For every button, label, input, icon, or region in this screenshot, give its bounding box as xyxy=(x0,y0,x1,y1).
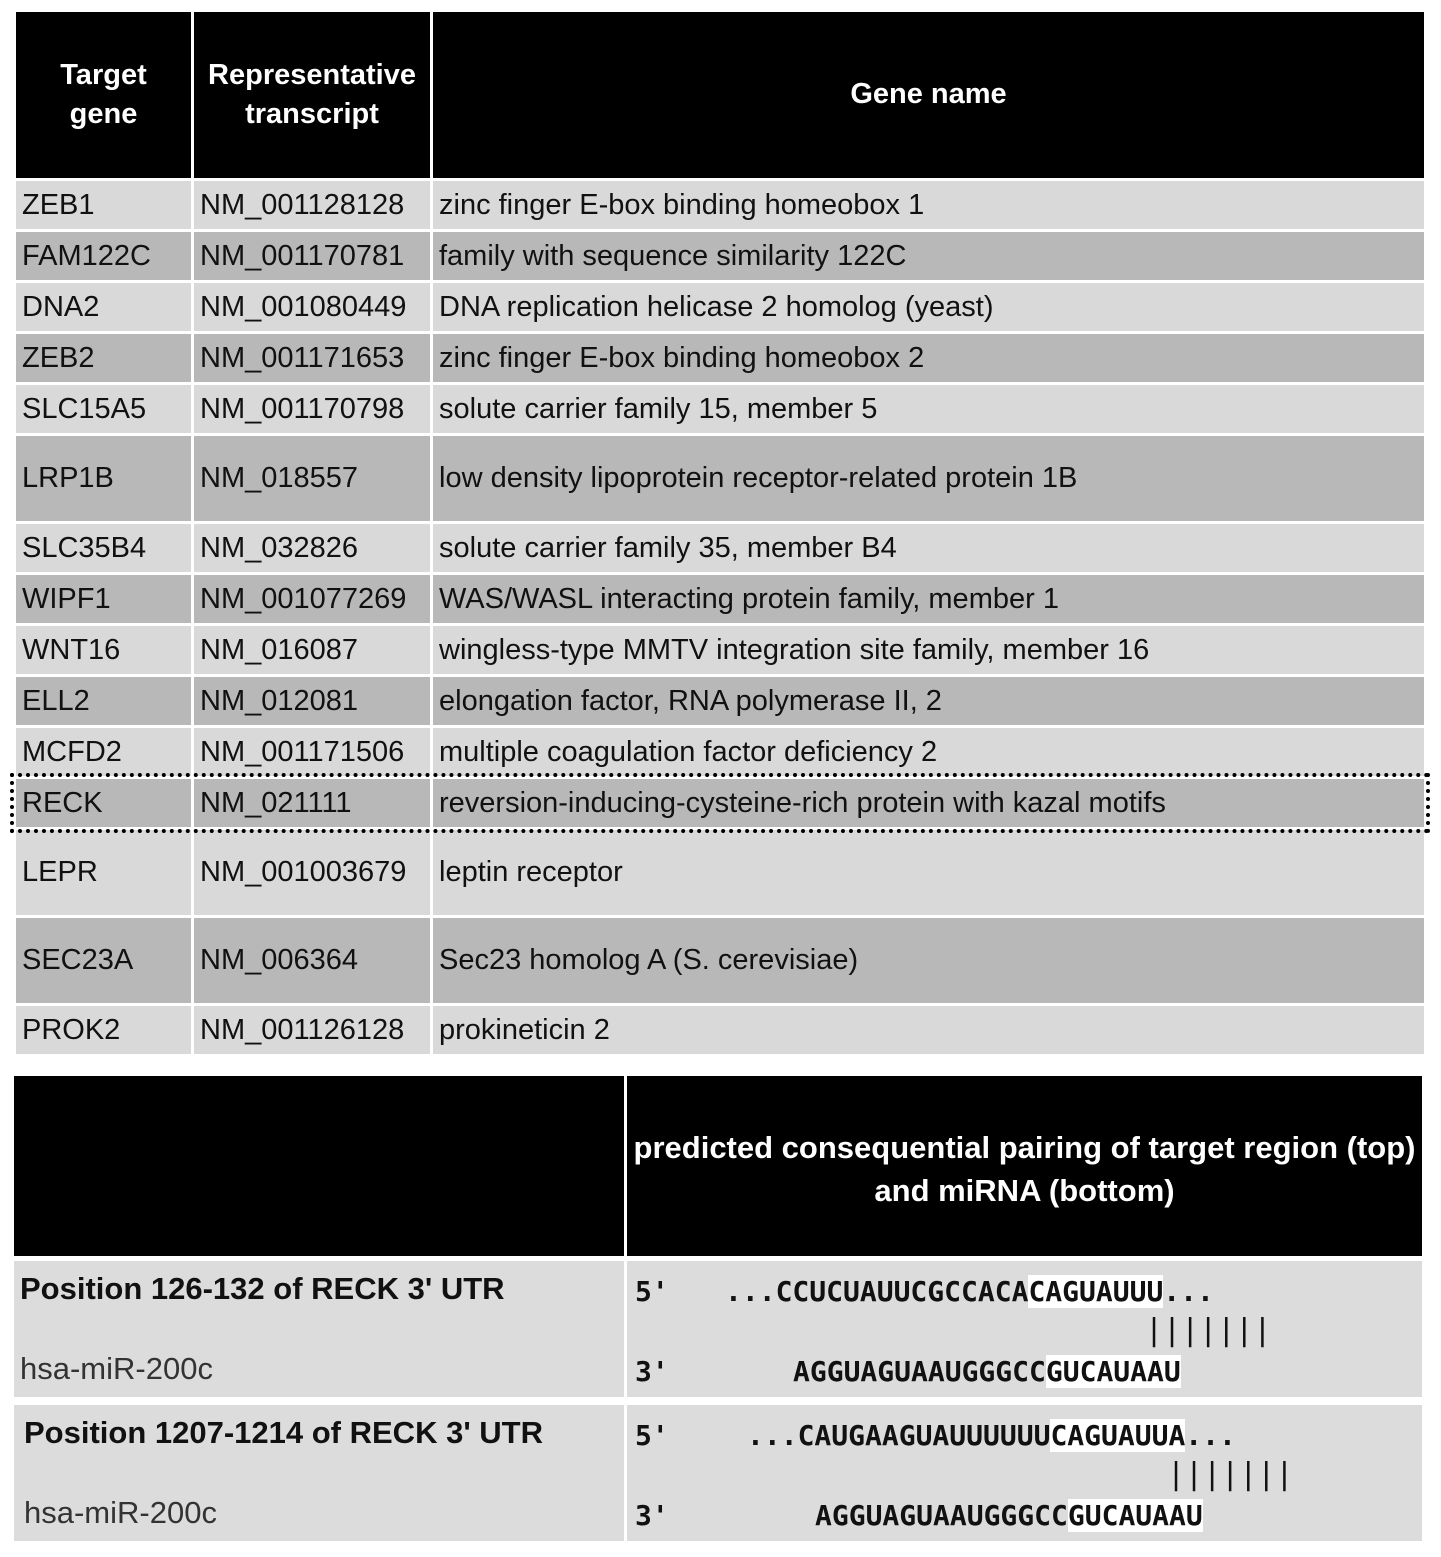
table-body xyxy=(16,181,1424,1054)
cell-target-gene: WIPF1 xyxy=(16,575,191,623)
cell-target-gene: FAM122C xyxy=(16,232,191,280)
header-transcript: Representative transcript xyxy=(194,12,430,178)
pairing-label-cell xyxy=(14,1405,624,1541)
cell-gene-name: elongation factor, RNA polymerase II, 2 xyxy=(433,677,1424,725)
cell-target-gene: LEPR xyxy=(16,830,191,915)
pairing-header-row xyxy=(14,1076,1422,1256)
table-row xyxy=(16,283,1424,331)
table-row xyxy=(16,918,1424,1003)
cell-transcript: NM_001171506 xyxy=(194,728,430,776)
cell-gene-name: solute carrier family 15, member 5 xyxy=(433,385,1424,433)
target-gene-table xyxy=(16,12,1424,1054)
pairing-header-blank xyxy=(14,1076,624,1256)
cell-gene-name: multiple coagulation factor deficiency 2 xyxy=(433,728,1424,776)
cell-gene-name: Sec23 homolog A (S. cerevisiae) xyxy=(433,918,1424,1003)
utr-position: Position 1207-1214 of RECK 3' UTR xyxy=(24,1415,544,1450)
mirna-sequence: AGGUAGUAAUGGGCCGUCAUAAU xyxy=(815,1499,1203,1532)
cell-transcript: NM_001126128 xyxy=(194,1006,430,1054)
header-gene-name: Gene name xyxy=(433,12,1424,178)
table-row xyxy=(16,181,1424,229)
table-row xyxy=(16,436,1424,521)
mirna-name: hsa-miR-200c xyxy=(24,1495,217,1530)
pairing-bars: ||||||| xyxy=(1167,1457,1294,1492)
cell-gene-name: leptin receptor xyxy=(433,830,1424,915)
table-row xyxy=(16,1006,1424,1054)
table-row xyxy=(16,575,1424,623)
table-row xyxy=(16,626,1424,674)
cell-gene-name: solute carrier family 35, member B4 xyxy=(433,524,1424,572)
cell-target-gene: SLC35B4 xyxy=(16,524,191,572)
cell-target-gene: SEC23A xyxy=(16,918,191,1003)
pairing-bars: ||||||| xyxy=(1145,1313,1272,1348)
cell-gene-name: zinc finger E-box binding homeobox 1 xyxy=(433,181,1424,229)
table-row xyxy=(16,728,1424,776)
cell-target-gene: SLC15A5 xyxy=(16,385,191,433)
cell-gene-name: DNA replication helicase 2 homolog (yeast) xyxy=(433,283,1424,331)
cell-target-gene: PROK2 xyxy=(16,1006,191,1054)
cell-transcript: NM_001080449 xyxy=(194,283,430,331)
table-header-row xyxy=(16,12,1424,178)
table-row xyxy=(16,677,1424,725)
header-target-gene: Target gene xyxy=(16,12,191,178)
cell-target-gene: WNT16 xyxy=(16,626,191,674)
strand-5prime: 5' xyxy=(635,1275,669,1308)
pairing-label-cell xyxy=(14,1261,624,1397)
pairing-row xyxy=(14,1261,1422,1397)
utr-position: Position 126-132 of RECK 3' UTR xyxy=(20,1271,505,1306)
cell-transcript: NM_001170798 xyxy=(194,385,430,433)
cell-transcript: NM_001128128 xyxy=(194,181,430,229)
cell-transcript: NM_018557 xyxy=(194,436,430,521)
table-row xyxy=(16,334,1424,382)
table-row xyxy=(16,779,1424,827)
strand-3prime: 3' xyxy=(635,1355,669,1388)
cell-gene-name: reversion-inducing-cysteine-rich protein with kazal motifs xyxy=(433,779,1424,827)
cell-gene-name: wingless-type MMTV integration site family, member 16 xyxy=(433,626,1424,674)
cell-transcript: NM_006364 xyxy=(194,918,430,1003)
cell-target-gene: MCFD2 xyxy=(16,728,191,776)
table-row xyxy=(16,830,1424,915)
cell-transcript: NM_012081 xyxy=(194,677,430,725)
target-sequence: ...CCUCUAUUCGCCACACAGUAUUU... xyxy=(725,1275,1214,1308)
cell-target-gene: DNA2 xyxy=(16,283,191,331)
cell-gene-name: family with sequence similarity 122C xyxy=(433,232,1424,280)
cell-target-gene: ZEB2 xyxy=(16,334,191,382)
table-row xyxy=(16,232,1424,280)
cell-transcript: NM_021111 xyxy=(194,779,430,827)
cell-gene-name: zinc finger E-box binding homeobox 2 xyxy=(433,334,1424,382)
pairing-sequence-cell xyxy=(627,1261,1422,1397)
cell-gene-name: prokineticin 2 xyxy=(433,1006,1424,1054)
pairing-header: predicted consequential pairing of target region (top) and miRNA (bottom) xyxy=(627,1076,1422,1256)
table-row xyxy=(16,524,1424,572)
cell-transcript: NM_001170781 xyxy=(194,232,430,280)
cell-transcript: NM_001171653 xyxy=(194,334,430,382)
cell-target-gene: LRP1B xyxy=(16,436,191,521)
cell-target-gene: ELL2 xyxy=(16,677,191,725)
pairing-sequence-cell xyxy=(627,1405,1422,1541)
strand-5prime: 5' xyxy=(635,1419,669,1452)
table-row xyxy=(16,385,1424,433)
strand-3prime: 3' xyxy=(635,1499,669,1532)
cell-transcript: NM_001077269 xyxy=(194,575,430,623)
cell-gene-name: low density lipoprotein receptor-related protein 1B xyxy=(433,436,1424,521)
target-sequence: ...CAUGAAGUAUUUUUUCAGUAUUA... xyxy=(747,1419,1236,1452)
cell-target-gene: ZEB1 xyxy=(16,181,191,229)
mirna-pairing-table xyxy=(14,1076,1422,1541)
mirna-name: hsa-miR-200c xyxy=(20,1351,213,1386)
cell-gene-name: WAS/WASL interacting protein family, member 1 xyxy=(433,575,1424,623)
pairing-row xyxy=(14,1405,1422,1541)
cell-transcript: NM_001003679 xyxy=(194,830,430,915)
cell-target-gene: RECK xyxy=(16,779,191,827)
cell-transcript: NM_016087 xyxy=(194,626,430,674)
mirna-sequence: AGGUAGUAAUGGGCCGUCAUAAU xyxy=(793,1355,1181,1388)
cell-transcript: NM_032826 xyxy=(194,524,430,572)
